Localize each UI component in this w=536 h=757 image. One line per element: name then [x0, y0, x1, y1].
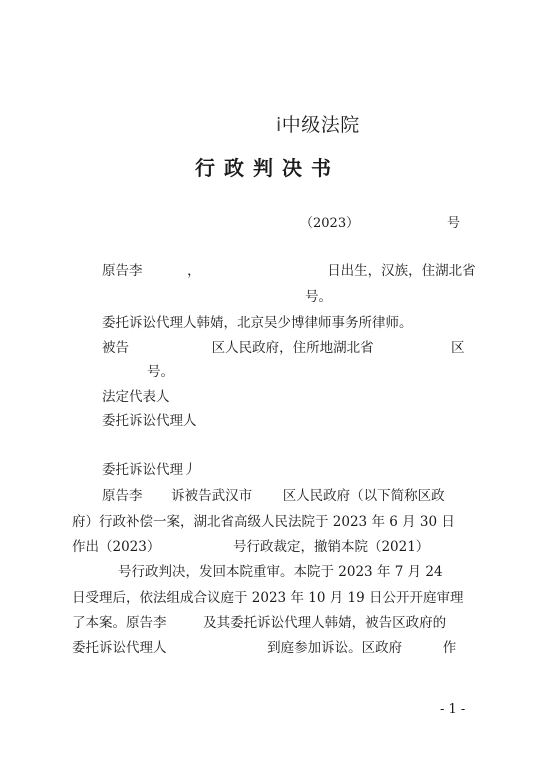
- defendant-line: [102, 340, 374, 356]
- case-number-year: （2023）: [300, 216, 360, 231]
- defendant-label: 被告: [102, 340, 129, 356]
- document-title: 行政判决书: [195, 156, 340, 180]
- defendant-agent-line-1: 委托诉讼代理人: [102, 413, 197, 429]
- plaintiff-agent-line: 委托诉讼代理人韩婧，北京吴少博律师事务所律师。: [102, 315, 413, 331]
- case-summary-line-1: [102, 488, 445, 504]
- case-summary-line-6: [72, 615, 446, 631]
- summary-gov: 区人民政府（以下简称区政: [282, 488, 445, 504]
- attendance-end: 作: [442, 640, 457, 656]
- ruling-year: 作出（2023）: [72, 539, 161, 555]
- plaintiff-birth-info: 日出生，汉族，住湖北省: [327, 263, 476, 279]
- ruling-text: 号行政裁定，撤销本院（2021）: [232, 539, 430, 555]
- case-number-suffix: 号: [447, 216, 461, 231]
- court-name-text: 中级法院: [281, 114, 360, 136]
- case-summary-line-3: [72, 539, 429, 555]
- case-summary-line-2: 府）行政补偿一案，湖北省高级人民法院于 2023 年 6 月 30 日: [72, 514, 455, 530]
- attendance-court: 到庭参加诉讼。区政府: [267, 640, 403, 656]
- court-name: [276, 110, 360, 137]
- plaintiff-line: [102, 263, 476, 279]
- summary-plaintiff: 原告李: [102, 488, 143, 504]
- defendant-address-end: 号。: [147, 364, 174, 380]
- attendance-defendant-agent: 委托诉讼代理人: [72, 640, 167, 656]
- defendant-agent-line-2: 委托诉讼代理丿: [102, 462, 197, 478]
- legal-representative-line: 法定代表人: [102, 389, 170, 405]
- case-summary-line-4: 号行政判决，发回本院重审。本院于 2023 年 7 月 24: [118, 564, 443, 580]
- case-summary-line-7: [72, 640, 456, 656]
- case-summary-line-5: 日受理后，依法组成合议庭于 2023 年 10 月 19 日公开开庭审理: [72, 590, 464, 606]
- plaintiff-address-end: 号。: [305, 289, 332, 305]
- plaintiff-comma: ，: [187, 263, 201, 279]
- defendant-district: 区: [451, 340, 465, 356]
- plaintiff-label: 原告李: [102, 263, 143, 279]
- defendant-address: 区人民政府，住所地湖北省: [211, 340, 374, 356]
- attendance-plaintiff: 了本案。原告李: [72, 615, 167, 631]
- attendance-agents: 及其委托诉讼代理人韩婧，被告区政府的: [203, 615, 447, 631]
- page-number: - 1 -: [440, 702, 466, 717]
- summary-defendant: 诉被告武汉市: [171, 488, 253, 504]
- court-prefix-partial: i: [276, 114, 282, 136]
